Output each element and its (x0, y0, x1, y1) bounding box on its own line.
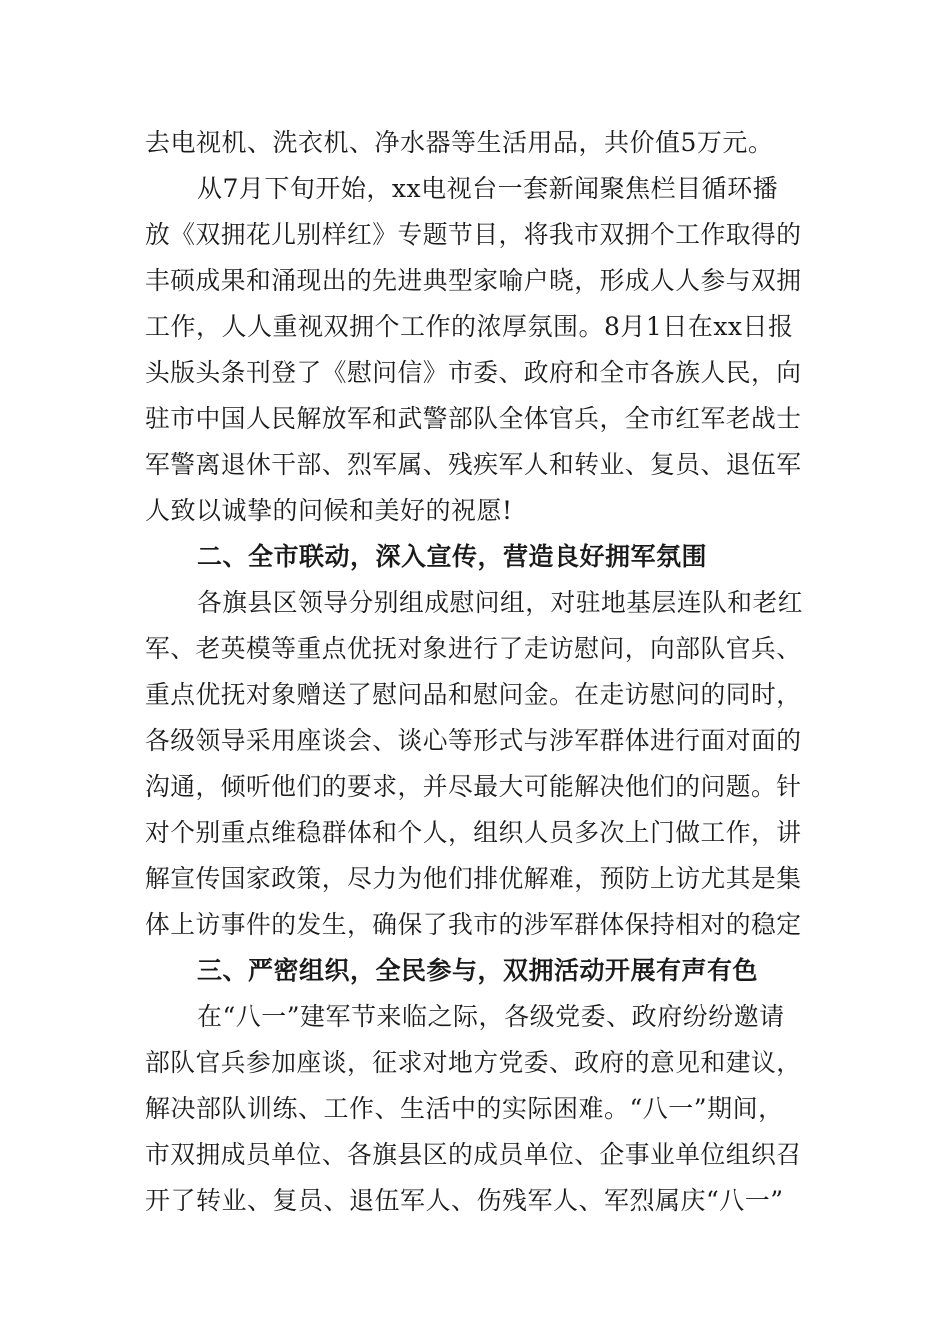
body-text-line: 丰硕成果和涌现出的先进典型家喻户晓，形成人人参与双拥 (145, 266, 802, 295)
body-text-line: 工作，人人重视双拥个工作的浓厚氛围。8月1日在xx日报 (145, 312, 794, 341)
body-text-line: 头版头条刊登了《慰问信》市委、政府和全市各族人民，向 (145, 358, 802, 387)
body-text-line: 体上访事件的发生，确保了我市的涉军群体保持相对的稳定 (145, 910, 802, 939)
body-text-line: 部队官兵参加座谈，征求对地方党委、政府的意见和建议， (145, 1048, 802, 1077)
paragraph-first-line: 从7月下旬开始，xx电视台一套新闻聚焦栏目循环播 (197, 174, 779, 203)
body-text-line: 开了转业、复员、退伍军人、伤残军人、军烈属庆“八一” (145, 1186, 784, 1215)
body-text-line: 解决部队训练、工作、生活中的实际困难。“八一”期间， (145, 1094, 784, 1123)
section-heading: 三、严密组织，全民参与，双拥活动开展有声有色 (197, 956, 759, 985)
body-text-line: 解宣传国家政策，尽力为他们排优解难，预防上访尤其是集 (145, 864, 802, 893)
paragraph-first-line: 各旗县区领导分别组成慰问组，对驻地基层连队和老红 (197, 588, 803, 617)
body-text-line: 军警离退休干部、烈军属、残疾军人和转业、复员、退伍军 (145, 450, 802, 479)
section-heading: 二、全市联动，深入宣传，营造良好拥军氛围 (197, 542, 708, 571)
paragraph-first-line: 在“八一”建军节来临之际，各级党委、政府纷纷邀请 (197, 1002, 785, 1031)
body-text-line: 驻市中国人民解放军和武警部队全体官兵，全市红军老战士 (145, 404, 802, 433)
body-text-line: 军、老英模等重点优抚对象进行了走访慰问，向部队官兵、 (145, 634, 802, 663)
body-text-line: 各级领导采用座谈会、谈心等形式与涉军群体进行面对面的 (145, 726, 802, 755)
body-text-line: 沟通，倾听他们的要求，并尽最大可能解决他们的问题。针 (145, 772, 802, 801)
body-text-line: 重点优抚对象赠送了慰问品和慰问金。在走访慰问的同时， (145, 680, 802, 709)
body-text-line: 放《双拥花儿别样红》专题节目，将我市双拥个工作取得的 (145, 220, 802, 249)
body-text-line: 市双拥成员单位、各旗县区的成员单位、企事业单位组织召 (145, 1140, 802, 1169)
body-text-line: 人致以诚挚的问候和美好的祝愿! (145, 496, 513, 525)
body-text-line: 去电视机、洗衣机、净水器等生活用品，共价值5万元。 (145, 128, 774, 157)
body-text-line: 对个别重点维稳群体和个人，组织人员多次上门做工作，讲 (145, 818, 802, 847)
